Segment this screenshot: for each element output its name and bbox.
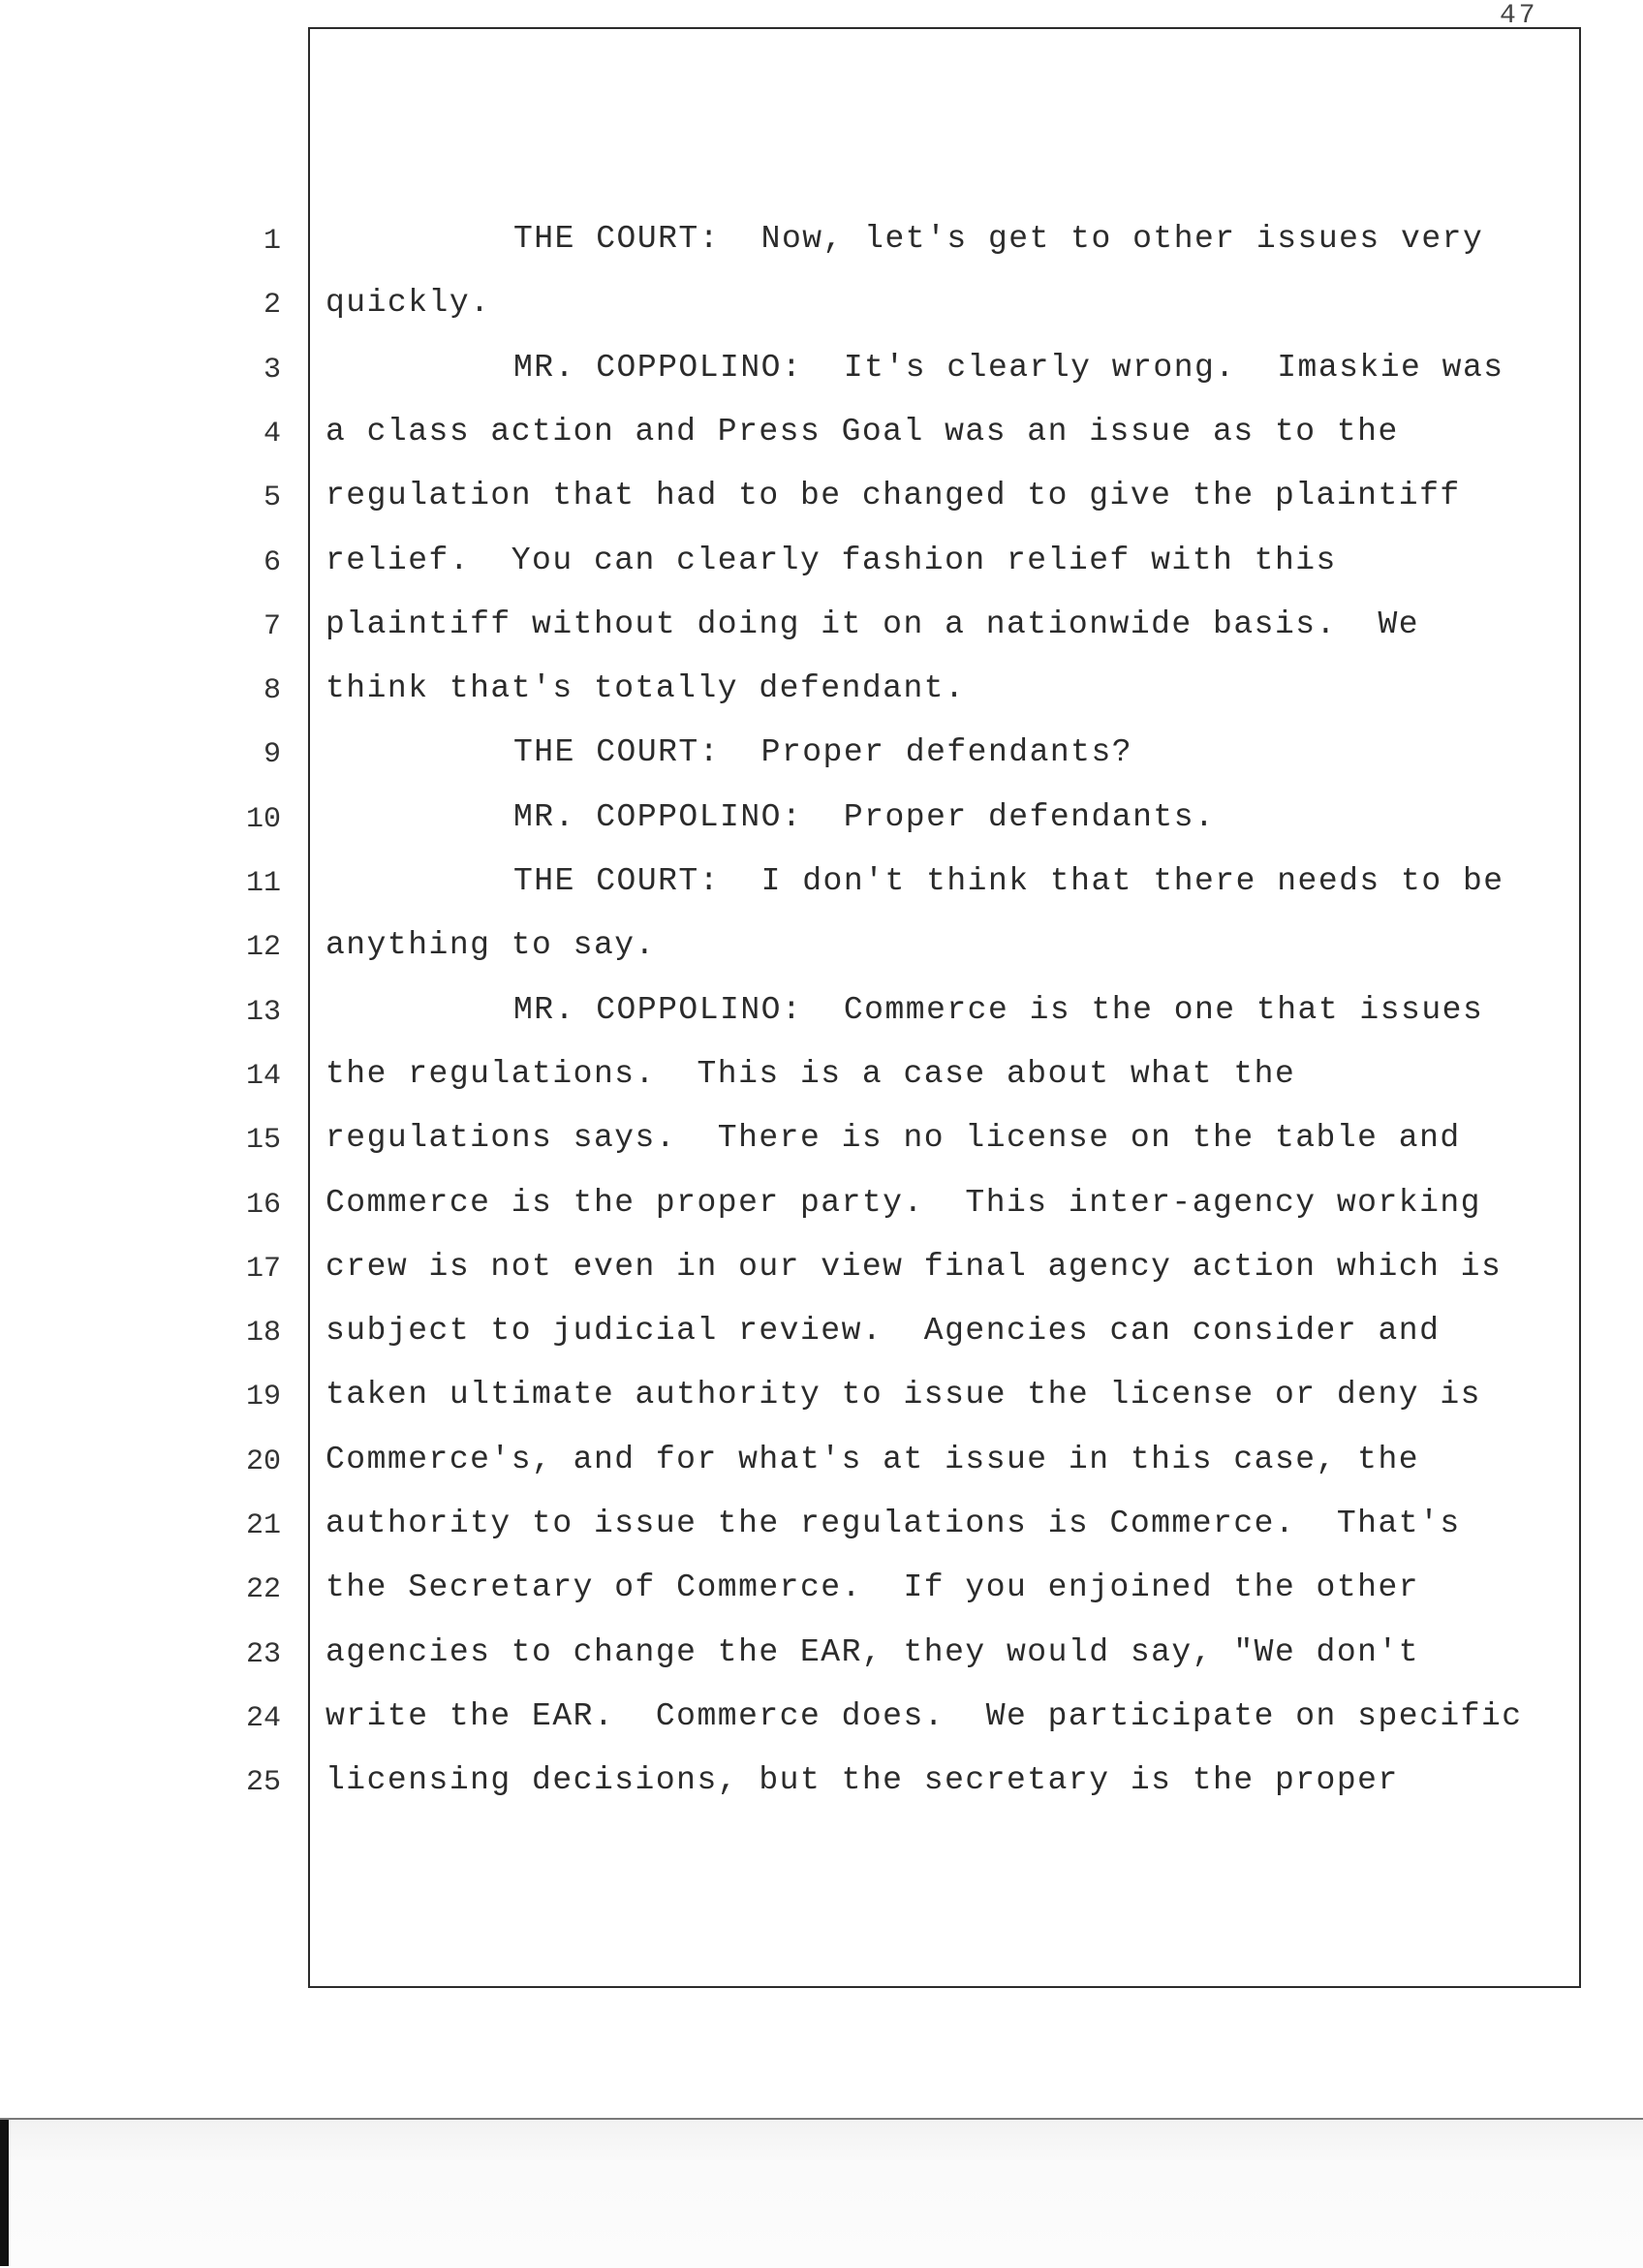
line-number: 24 (245, 1702, 281, 1735)
transcript-line: write the EAR. Commerce does. We participate on specific (326, 1698, 1523, 1734)
line-number: 10 (245, 803, 281, 836)
transcript-line: quickly. (326, 285, 491, 321)
line-number: 18 (245, 1317, 281, 1350)
line-number: 16 (245, 1189, 281, 1222)
transcript-line: a class action and Press Goal was an issue as to the (326, 414, 1399, 450)
transcript-line: MR. COPPOLINO: Commerce is the one that issues (513, 992, 1484, 1028)
transcript-line: taken ultimate authority to issue the license or deny is (326, 1377, 1481, 1413)
line-number: 22 (245, 1573, 281, 1606)
line-number: 5 (263, 482, 281, 514)
transcript-line: the Secretary of Commerce. If you enjoined the other (326, 1569, 1420, 1605)
transcript-line: MR. COPPOLINO: Proper defendants. (513, 799, 1216, 835)
scan-edge (0, 2118, 1643, 2268)
line-number: 1 (263, 225, 281, 258)
transcript-line: regulation that had to be changed to give the plaintiff (326, 478, 1461, 513)
line-number: 6 (263, 546, 281, 579)
transcript-line: THE COURT: Proper defendants? (513, 734, 1133, 770)
line-number: 13 (245, 996, 281, 1029)
transcript-line: anything to say. (326, 927, 656, 963)
transcript-line: think that's totally defendant. (326, 670, 966, 706)
transcript-line: plaintiff without doing it on a nationwide basis. We (326, 606, 1420, 642)
line-number: 25 (245, 1766, 281, 1799)
line-number: 11 (245, 867, 281, 900)
transcript-line: the regulations. This is a case about what the (326, 1056, 1296, 1092)
transcript-line: licensing decisions, but the secretary is the proper (326, 1762, 1399, 1798)
line-number: 7 (263, 610, 281, 643)
line-number: 14 (245, 1060, 281, 1093)
transcript-line: MR. COPPOLINO: It's clearly wrong. Imaskie was (513, 350, 1504, 386)
line-number: 3 (263, 354, 281, 387)
transcript-line: THE COURT: Now, let's get to other issues very (513, 221, 1484, 257)
line-number: 9 (263, 738, 281, 771)
line-number: 23 (245, 1638, 281, 1671)
line-number: 8 (263, 674, 281, 707)
line-number: 4 (263, 418, 281, 450)
transcript-line: subject to judicial review. Agencies can consider and (326, 1313, 1441, 1349)
line-number: 15 (245, 1124, 281, 1157)
line-number: 2 (263, 289, 281, 322)
transcript-line: Commerce is the proper party. This inter-agency working (326, 1185, 1481, 1221)
line-number: 19 (245, 1381, 281, 1414)
line-number: 17 (245, 1253, 281, 1286)
line-number: 21 (245, 1509, 281, 1542)
transcript-line: regulations says. There is no license on the table and (326, 1120, 1461, 1156)
transcript-line: agencies to change the EAR, they would say, "We don't (326, 1634, 1420, 1670)
page-number: 47 (1500, 1, 1538, 31)
transcript-line: crew is not even in our view final agency action which is (326, 1249, 1503, 1285)
transcript-line: Commerce's, and for what's at issue in this case, the (326, 1442, 1420, 1477)
line-number: 20 (245, 1445, 281, 1478)
scan-edge-shadow (0, 2120, 9, 2266)
transcript-line: authority to issue the regulations is Commerce. That's (326, 1506, 1461, 1541)
line-number: 12 (245, 931, 281, 964)
transcript-line: relief. You can clearly fashion relief with this (326, 543, 1337, 578)
transcript-line: THE COURT: I don't think that there needs to be (513, 863, 1504, 899)
